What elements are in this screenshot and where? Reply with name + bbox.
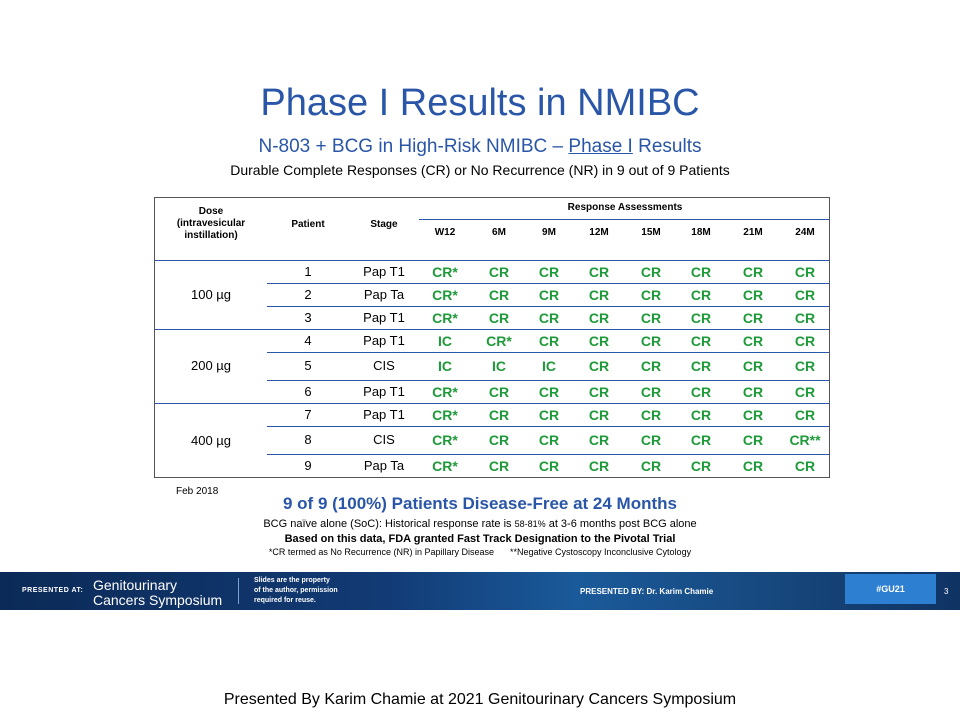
response-cell: CR [794,358,816,374]
response-cell: CR* [432,286,458,303]
response-cell: CR [640,406,662,423]
row-divider [267,306,829,307]
response-cell: CR [588,332,610,349]
timepoint-header: 24M [795,227,815,238]
response-cell: CR [640,458,662,474]
response-cell: CR [588,406,610,423]
banner-separator [238,578,239,604]
banner-presented-at: PRESENTED AT: [22,587,84,594]
row-divider [267,380,829,381]
header-dose-sub1: (intravesicular [176,218,246,229]
stage-cell: CIS [373,432,395,447]
response-cell: CR [588,432,610,448]
response-cell: CR [588,263,610,280]
response-cell: CR [742,383,764,400]
header-response-assessments: Response Assessments [567,202,683,213]
timepoint-header: 15M [641,227,661,238]
response-cell: CR [538,458,560,474]
banner-disclaimer-line2: of the author, permission [254,587,338,594]
row-divider [267,283,829,284]
response-cell: CR [690,458,712,474]
response-cell: CR [690,332,712,349]
patient-number: 5 [304,358,312,373]
response-cell: IC [542,358,556,374]
response-cell: CR [742,406,764,423]
header-stage: Stage [370,219,398,230]
header-patient: Patient [291,219,325,230]
response-cell: CR* [432,263,458,280]
subtitle-link: Phase I [568,136,633,157]
row-divider [267,454,829,455]
response-cell: CR [690,383,712,400]
response-cell: CR [742,309,764,326]
response-cell: CR [538,263,560,280]
response-cell: CR [640,432,662,448]
header-dose: Dose [198,206,224,217]
response-cell: IC [438,358,452,374]
response-cell: IC [438,332,452,349]
patient-number: 8 [304,432,312,447]
stage-cell: Pap T1 [363,383,405,399]
response-cell: CR [538,432,560,448]
response-cell: CR* [432,458,458,474]
header-bottom-line [155,260,829,261]
header-divider [419,219,829,220]
response-cell: CR [488,309,510,326]
response-cell: CR [538,406,560,423]
banner-symposium-line1: Genitourinary [93,577,178,593]
stage-cell: Pap T1 [363,309,405,325]
response-cell: CR [690,358,712,374]
stage-cell: Pap T1 [363,406,405,422]
response-cell: CR [690,432,712,448]
slide-subtitle [0,136,960,158]
timepoint-header: 18M [691,227,711,238]
response-cell: CR [488,383,510,400]
response-cell: CR [742,432,764,448]
patient-number: 6 [304,383,312,399]
banner-disclaimer-line3: required for reuse. [254,597,316,604]
response-cell: CR [538,332,560,349]
response-cell: CR [488,458,510,474]
response-cell: CR* [486,332,512,349]
banner-hashtag: #GU21 [845,574,936,604]
slide-page-number: 3 [944,587,949,596]
date-note: Feb 2018 [176,486,219,497]
response-cell: CR [742,263,764,280]
stage-cell: Pap T1 [363,332,405,348]
response-cell: CR [640,383,662,400]
response-cell: CR [690,263,712,280]
response-cell: CR [538,383,560,400]
conference-banner [0,572,960,610]
stage-cell: CIS [373,358,395,373]
row-divider [267,426,829,427]
response-cell: CR [690,309,712,326]
results-table [154,197,830,478]
response-cell: CR [488,406,510,423]
stage-cell: Pap T1 [363,263,405,279]
response-cell: CR [640,309,662,326]
response-cell: CR [640,286,662,303]
bcg-note-post: at 3-6 months post BCG alone [545,518,697,530]
timepoint-header: 6M [492,227,506,238]
patient-number: 2 [304,286,312,302]
response-cell: CR* [432,383,458,400]
group-divider [155,329,829,330]
patient-number: 1 [304,263,312,279]
banner-disclaimer [254,576,338,606]
response-cell: IC [492,358,506,374]
response-cell: CR [640,332,662,349]
response-cell: CR [794,332,816,349]
dose-group-label: 200 µg [190,358,232,373]
response-cell: CR [588,458,610,474]
footnote-1: *CR termed as No Recurrence (NR) in Papillary Disease [268,547,494,557]
row-divider [267,352,829,353]
slide-subtitle-secondary: Durable Complete Responses (CR) or No Recurrence (NR) in 9 out of 9 Patients [230,162,730,178]
group-divider [155,403,829,404]
response-cell: CR [690,286,712,303]
response-cell: CR* [432,432,458,448]
stage-cell: Pap Ta [363,286,405,302]
header-dose-sub2: instillation) [184,230,238,241]
response-cell: CR [794,458,816,474]
response-cell: CR [742,458,764,474]
response-cell: CR* [432,406,458,423]
patient-number: 4 [304,332,312,348]
timepoint-header: 21M [743,227,763,238]
response-cell: CR [794,263,816,280]
bcg-note [0,518,960,530]
response-cell: CR [690,406,712,423]
patient-number: 7 [304,406,312,422]
response-cell: CR [742,332,764,349]
response-cell: CR [588,286,610,303]
headline-result: 9 of 9 (100%) Patients Disease-Free at 24 Months [283,494,677,513]
slide-title: Phase I Results in NMIBC [260,82,700,124]
response-cell: CR [640,358,662,374]
footnote-2: **Negative Cystoscopy Inconclusive Cytology [509,547,692,557]
patient-number: 9 [304,458,312,473]
fda-note: Based on this data, FDA granted Fast Track Designation to the Pivotal Trial [284,533,676,545]
response-cell: CR [488,432,510,448]
banner-disclaimer-line1: Slides are the property [254,577,330,584]
response-cell: CR [588,383,610,400]
subtitle-post: Results [632,136,702,157]
timepoint-header: 9M [542,227,556,238]
bcg-note-pre: BCG naïve alone (SoC): Historical response rate is [263,518,515,530]
response-cell: CR [794,286,816,303]
dose-group-label: 400 µg [190,432,232,448]
response-cell: CR [742,286,764,303]
response-cell: CR [794,383,816,400]
response-cell: CR [538,286,560,303]
response-cell: CR [488,263,510,280]
response-cell: CR* [432,309,458,326]
response-cell: CR [794,309,816,326]
bcg-note-rate: 58-81% [514,519,546,529]
footer-attribution: Presented By Karim Chamie at 2021 Genitourinary Cancers Symposium [223,691,737,708]
response-cell: CR [794,406,816,423]
response-cell: CR [588,358,610,374]
timepoint-header: 12M [589,227,609,238]
dose-group-label: 100 µg [190,286,232,302]
response-cell: CR** [789,432,821,448]
banner-symposium-line2: Cancers Symposium [93,592,223,608]
timepoint-header: W12 [434,227,456,238]
footnotes [0,547,960,557]
stage-cell: Pap Ta [363,458,405,473]
response-cell: CR [488,286,510,303]
subtitle-pre: N-803 + BCG in High-Risk NMIBC – [258,136,569,157]
response-cell: CR [742,358,764,374]
banner-presented-by: PRESENTED BY: Dr. Karim Chamie [580,587,714,596]
response-cell: CR [588,309,610,326]
response-cell: CR [538,309,560,326]
response-cell: CR [640,263,662,280]
patient-number: 3 [304,309,312,325]
